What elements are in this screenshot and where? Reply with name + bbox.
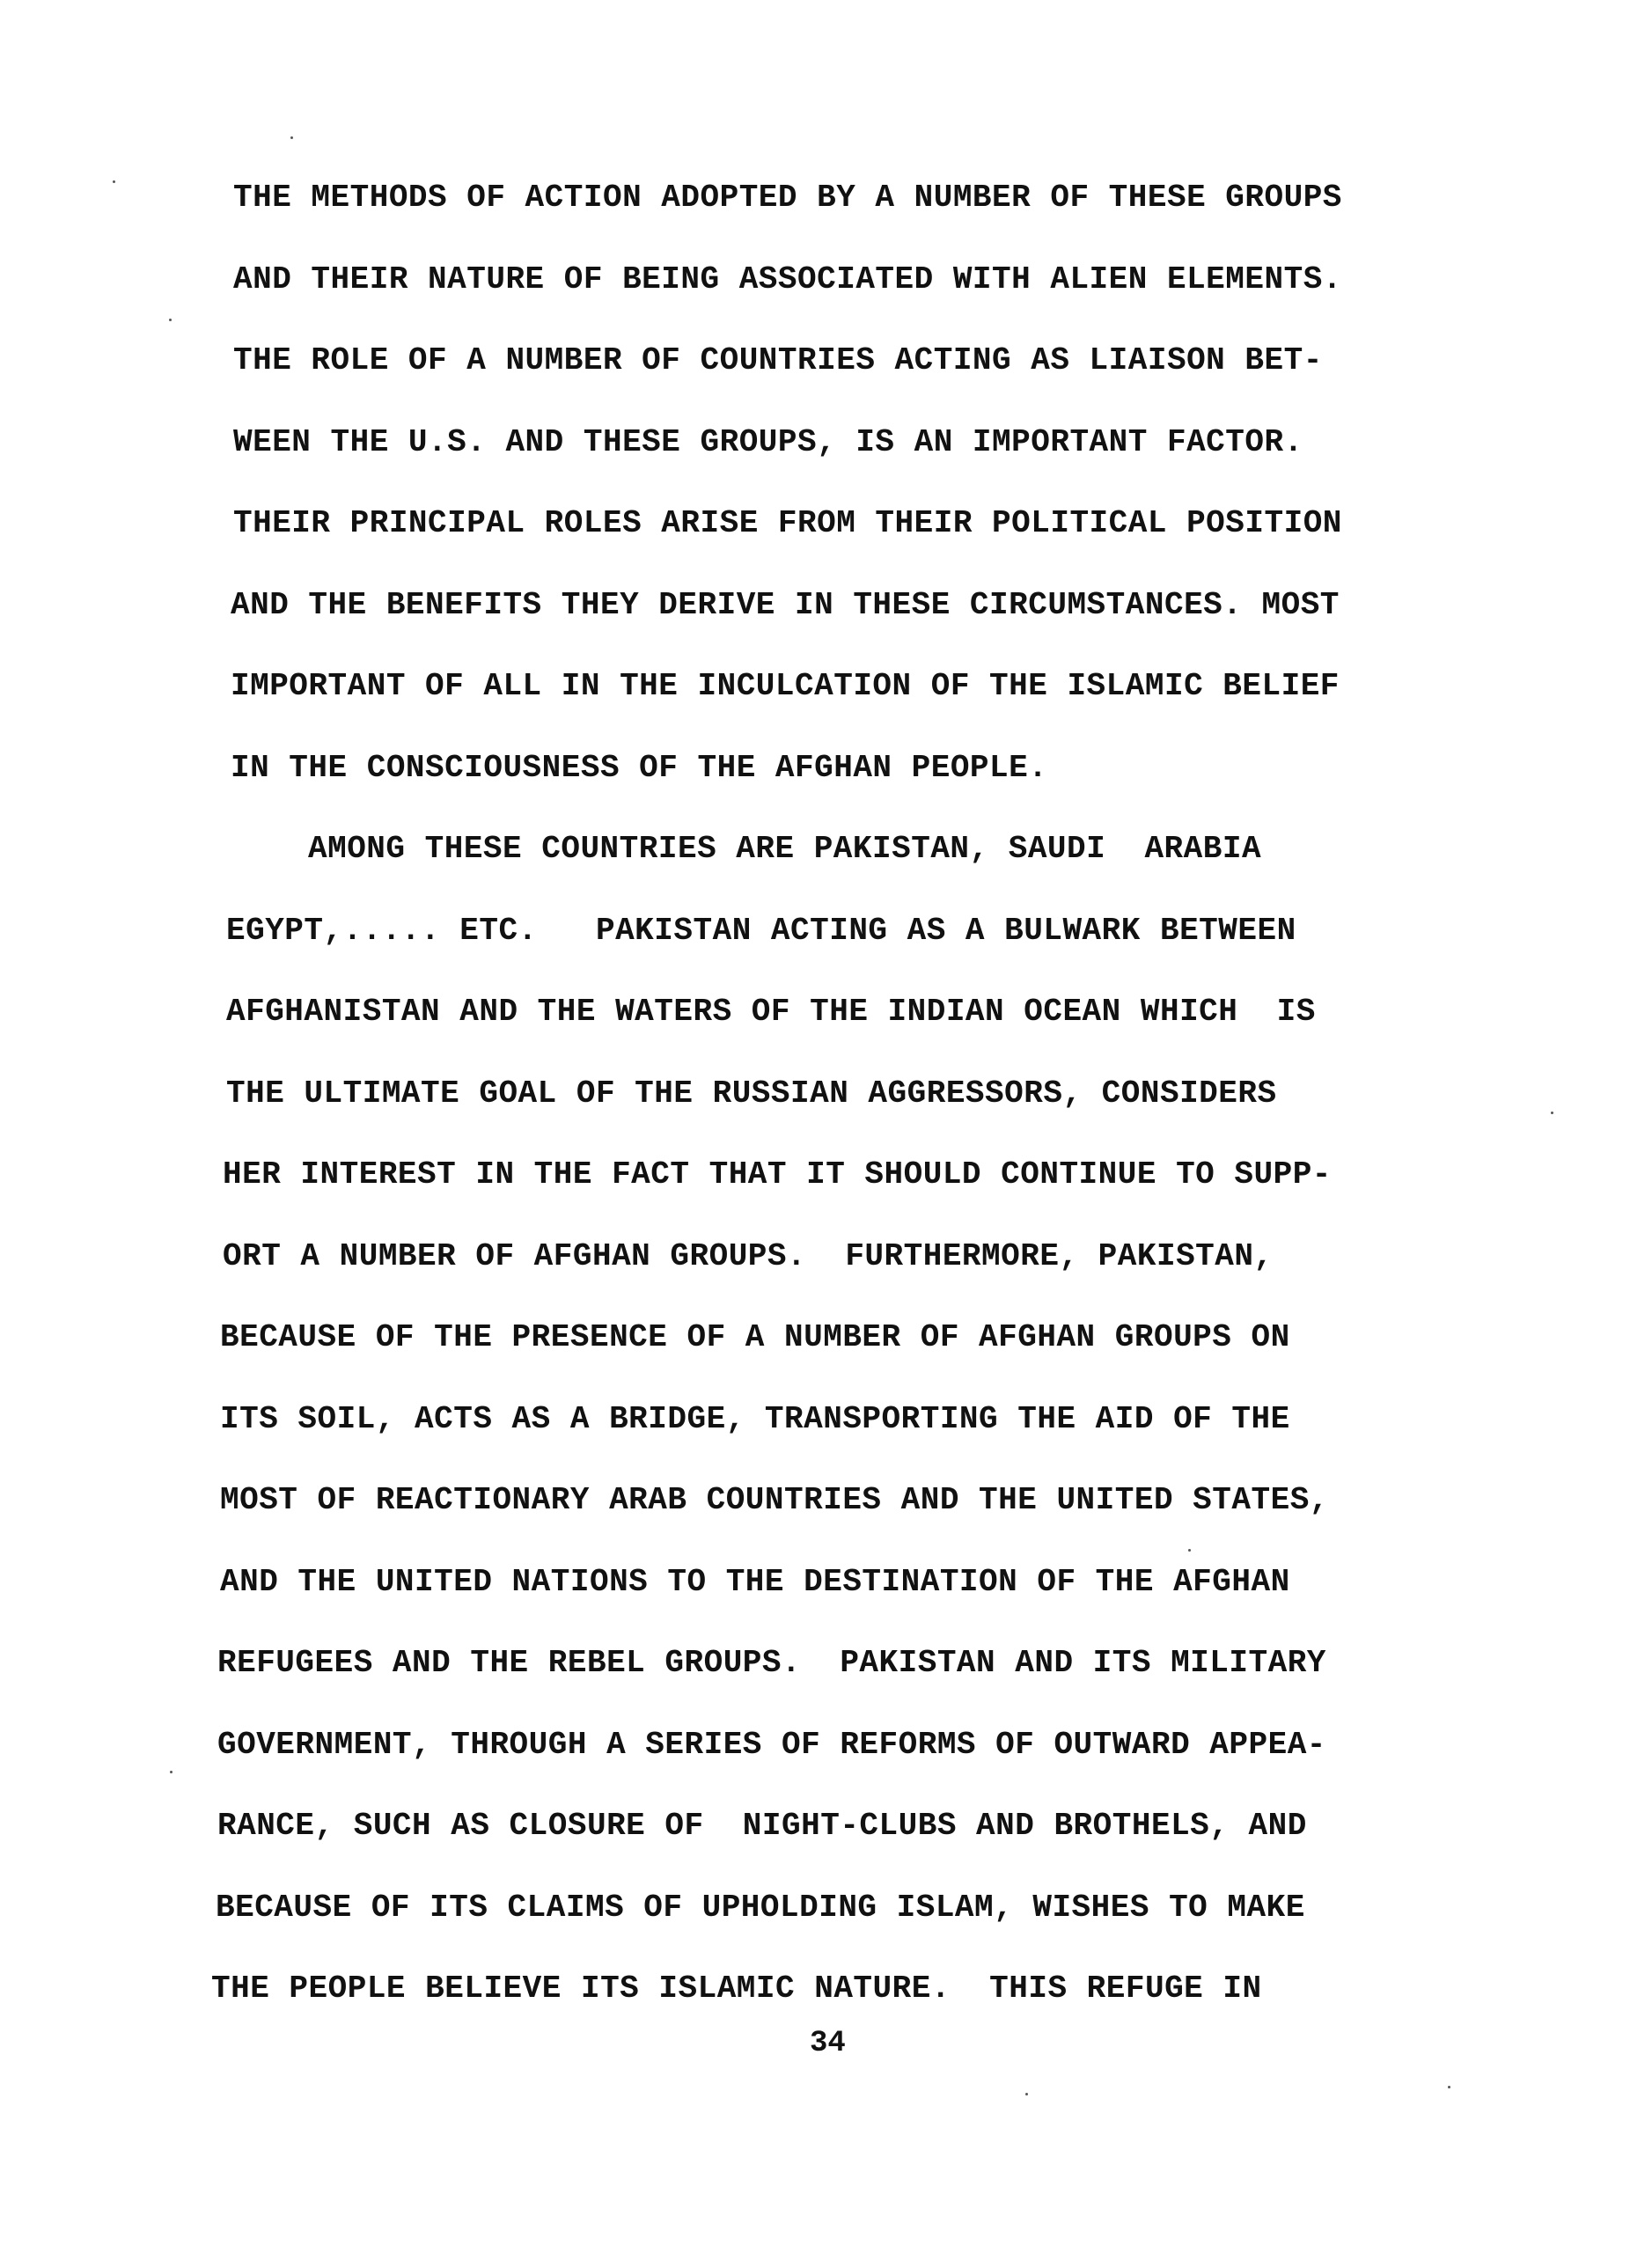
text-line: BECAUSE OF THE PRESENCE OF A NUMBER OF AFGHAN GROUPS ON	[220, 1319, 1290, 1355]
text-line: AND THE BENEFITS THEY DERIVE IN THESE CIRCUMSTANCES. MOST	[231, 587, 1340, 623]
text-line: THE METHODS OF ACTION ADOPTED BY A NUMBER OF THESE GROUPS	[233, 180, 1342, 216]
page-number: 34	[810, 2027, 846, 2060]
text-line: RANCE, SUCH AS CLOSURE OF NIGHT-CLUBS AND BROTHELS, AND	[217, 1808, 1307, 1844]
scan-speck	[290, 136, 293, 139]
text-line: THEIR PRINCIPAL ROLES ARISE FROM THEIR POLITICAL POSITION	[233, 505, 1342, 541]
text-line: ITS SOIL, ACTS AS A BRIDGE, TRANSPORTING THE AID OF THE	[220, 1401, 1290, 1437]
scan-speck	[113, 180, 115, 183]
text-line: AND THE UNITED NATIONS TO THE DESTINATION OF THE AFGHAN	[220, 1564, 1290, 1600]
text-line: IN THE CONSCIOUSNESS OF THE AFGHAN PEOPLE.	[231, 750, 1048, 786]
text-line: THE ULTIMATE GOAL OF THE RUSSIAN AGGRESSORS, CONSIDERS	[226, 1075, 1277, 1112]
text-line: THE PEOPLE BELIEVE ITS ISLAMIC NATURE. THIS REFUGE IN	[211, 1970, 1262, 2007]
text-line: EGYPT,..... ETC. PAKISTAN ACTING AS A BULWARK BETWEEN	[226, 913, 1296, 949]
text-line: ORT A NUMBER OF AFGHAN GROUPS. FURTHERMORE, PAKISTAN,	[223, 1238, 1274, 1274]
text-line: WEEN THE U.S. AND THESE GROUPS, IS AN IMPORTANT FACTOR.	[233, 424, 1303, 460]
text-line: BECAUSE OF ITS CLAIMS OF UPHOLDING ISLAM, WISHES TO MAKE	[216, 1890, 1305, 1926]
text-line: AMONG THESE COUNTRIES ARE PAKISTAN, SAUDI ARABIA	[308, 831, 1262, 867]
scan-speck	[170, 1771, 173, 1773]
text-line: GOVERNMENT, THROUGH A SERIES OF REFORMS OF OUTWARD APPEA-	[217, 1727, 1326, 1763]
text-line: AFGHANISTAN AND THE WATERS OF THE INDIAN OCEAN WHICH IS	[226, 994, 1316, 1030]
text-line: HER INTEREST IN THE FACT THAT IT SHOULD CONTINUE TO SUPP-	[223, 1156, 1332, 1193]
scan-speck	[1551, 1112, 1553, 1114]
text-line: REFUGEES AND THE REBEL GROUPS. PAKISTAN AND ITS MILITARY	[217, 1645, 1326, 1681]
text-line: AND THEIR NATURE OF BEING ASSOCIATED WITH ALIEN ELEMENTS.	[233, 261, 1342, 297]
text-line: IMPORTANT OF ALL IN THE INCULCATION OF THE ISLAMIC BELIEF	[231, 668, 1340, 704]
scan-speck	[1448, 2086, 1450, 2088]
scan-speck	[169, 319, 172, 321]
text-line: MOST OF REACTIONARY ARAB COUNTRIES AND THE UNITED STATES,	[220, 1482, 1329, 1518]
scan-speck	[1188, 1549, 1191, 1552]
text-line: THE ROLE OF A NUMBER OF COUNTRIES ACTING AS LIAISON BET-	[233, 342, 1323, 378]
scan-speck	[1025, 2093, 1028, 2095]
